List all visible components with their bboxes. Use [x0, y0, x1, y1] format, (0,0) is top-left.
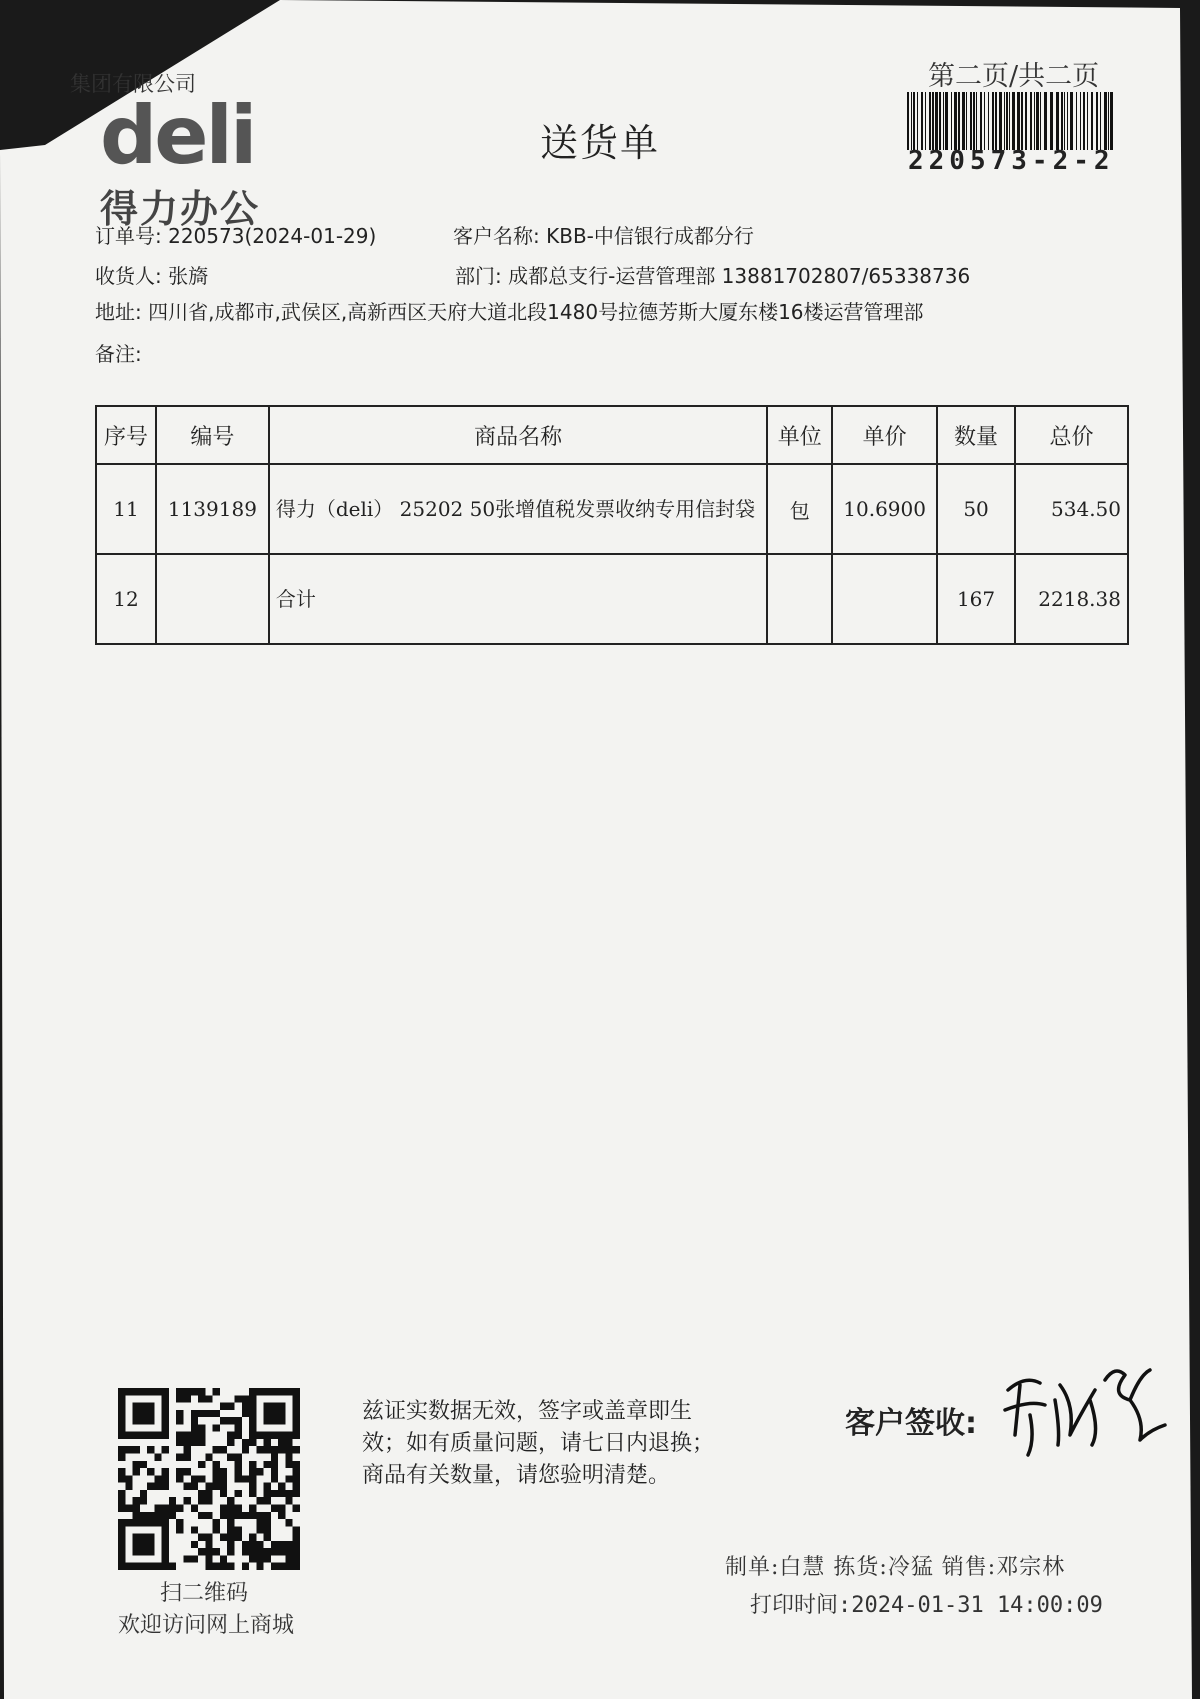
print-time: 打印时间:2024-01-31 14:00:09 [750, 1593, 1103, 1618]
cell-seq: 12 [96, 554, 156, 644]
qr-caption: 扫二维码 [160, 1581, 249, 1606]
address-value: 四川省,成都市,武侯区,高新西区天府大道北段1480号拉德芳斯大厦东楼16楼运营管理部 [148, 300, 924, 324]
cell-code [156, 554, 269, 644]
logo-subtitle: 得力办公 [100, 187, 261, 231]
col-price: 单价 [832, 406, 937, 464]
customer-label: 客户名称: [453, 224, 540, 248]
cell-total: 2218.38 [1015, 554, 1128, 644]
order-number-value: 220573(2024-01-29) [168, 224, 377, 248]
cell-unit: 包 [767, 464, 832, 554]
table-row [96, 554, 1128, 644]
order-number-label: 订单号: [95, 224, 162, 248]
col-code: 编号 [156, 406, 269, 464]
staff-line: 制单:白慧 拣货:冷猛 销售:邓宗林 [725, 1555, 1066, 1580]
customer-value: KBB-中信银行成都分行 [546, 224, 754, 248]
department-value: 成都总支行-运营管理部 13881702807/65338736 [508, 264, 971, 288]
notice-line: 兹证实数据无效，签字或盖章即生 [362, 1399, 693, 1424]
col-total: 总价 [1015, 406, 1128, 464]
signature-icon [1000, 1345, 1170, 1465]
table-row [96, 464, 1128, 554]
col-seq: 序号 [96, 406, 156, 464]
notice-text [362, 1396, 714, 1492]
deli-logo: deli [100, 89, 255, 182]
customer-field [453, 220, 754, 249]
barcode-number: 220573-2-2 [908, 146, 1115, 176]
cell-name: 得力（deli） 25202 50张增值税发票收纳专用信封袋 [269, 464, 767, 554]
address-label: 地址: [95, 300, 142, 324]
cell-price: 10.6900 [832, 464, 937, 554]
notice-line: 效；如有质量问题，请七日内退换； [362, 1431, 715, 1456]
remark-label: 备注: [95, 342, 142, 366]
receiver-field [95, 260, 208, 289]
qr-code-icon[interactable] [118, 1388, 300, 1570]
table-header-row [96, 406, 1128, 464]
cell-price [832, 554, 937, 644]
customer-sign-label: 客户签收: [845, 1406, 977, 1441]
department-label: 部门: [455, 264, 502, 288]
company-name: 集团有限公司 [70, 72, 196, 96]
department-field [455, 260, 970, 289]
notice-line: 商品有关数量，请您验明清楚。 [362, 1463, 671, 1488]
cell-seq: 11 [96, 464, 156, 554]
col-qty: 数量 [937, 406, 1015, 464]
col-unit: 单位 [767, 406, 832, 464]
cell-qty: 167 [937, 554, 1015, 644]
cell-qty: 50 [937, 464, 1015, 554]
page-indicator: 第二页/共二页 [928, 61, 1100, 92]
qr-caption-mall: 欢迎访问网上商城 [118, 1613, 295, 1638]
receiver-value: 张旖 [168, 264, 209, 288]
receiver-label: 收货人: [95, 264, 162, 288]
order-number-field [95, 220, 376, 249]
address-field [95, 296, 924, 325]
cell-name: 合计 [269, 554, 767, 644]
goods-table [95, 405, 1129, 645]
document-title: 送货单 [540, 121, 661, 165]
cell-unit [767, 554, 832, 644]
cell-code: 1139189 [156, 464, 269, 554]
col-name: 商品名称 [269, 406, 767, 464]
cell-total: 534.50 [1015, 464, 1128, 554]
barcode-icon [905, 92, 1115, 150]
